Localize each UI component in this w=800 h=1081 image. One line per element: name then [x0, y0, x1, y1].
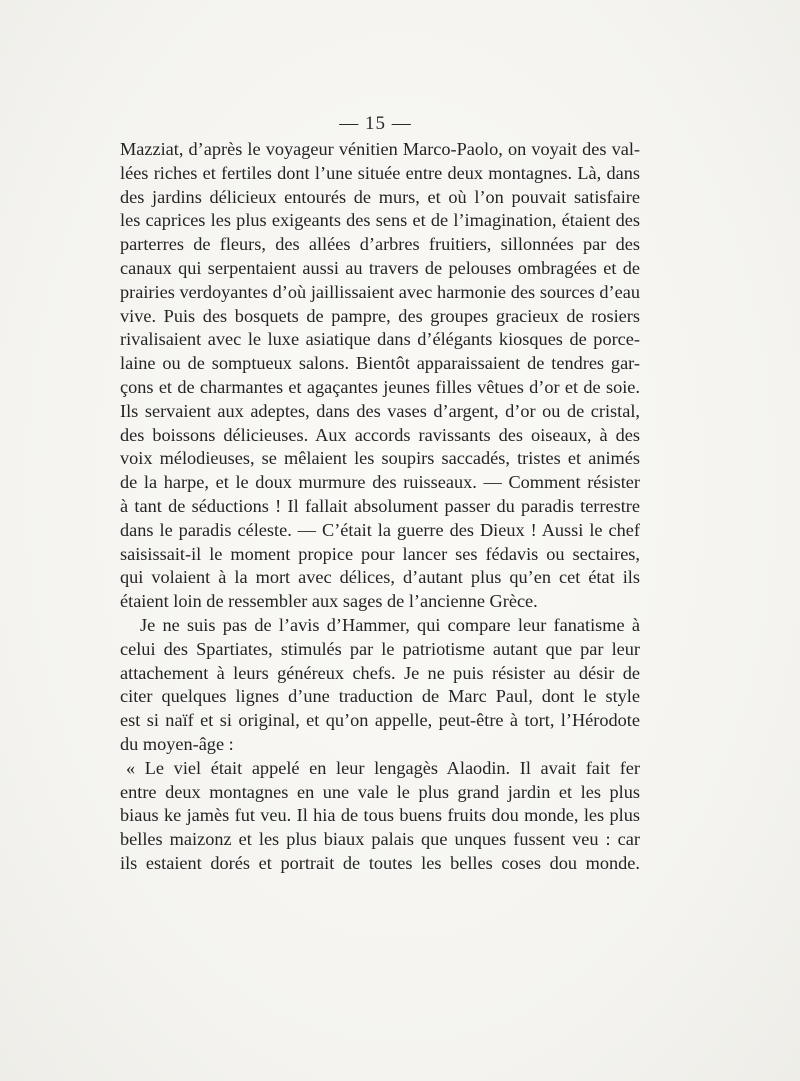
text-line: citer quelques lignes d’une traduction de Marc Paul, dont le style — [120, 686, 640, 707]
text-line: ils estaient dorés et portrait de toutes les belles coses dou monde. — [120, 852, 640, 873]
text-line: lées riches et fertiles dont l’une située entre deux montagnes. Là, dans — [120, 162, 640, 183]
text-line: çons et de charmantes et agaçantes jeunes filles vêtues d’or et de soie. — [120, 376, 640, 397]
text-line: qui volaient à la mort avec délices, d’autant plus qu’en cet état ils — [120, 567, 640, 588]
text-line: de la harpe, et le doux murmure des ruisseaux. — Comment résister — [120, 472, 640, 493]
text-line: Mazziat, d’après le voyageur vénitien Marco-Paolo, on voyait des val- — [120, 139, 640, 159]
text-line: Je ne suis pas de l’avis d’Hammer, qui compare leur fanatisme à — [140, 614, 640, 635]
text-line: voix mélodieuses, se mêlaient les soupirs saccadés, tristes et animés — [120, 448, 640, 469]
text-line: « Le viel était appelé en leur lengagès Alaodin. Il avait fait fer — [126, 757, 640, 778]
text-line: saisissait-il le moment propice pour lancer ses fédavis ou sectaires, — [120, 543, 640, 564]
text-line: canaux qui serpentaient aussi au travers de pelouses ombragées et de — [120, 257, 640, 278]
text-line: des boissons délicieuses. Aux accords ravissants des oiseaux, à des — [120, 424, 640, 445]
text-line: dans le paradis céleste. — C’était la guerre des Dieux ! Aussi le chef — [120, 519, 640, 540]
text-line: celui des Spartiates, stimulés par le patriotisme autant que par leur — [120, 638, 640, 659]
text-line: les caprices les plus exigeants des sens et de l’imagination, étaient des — [120, 210, 640, 231]
text-line: belles maizonz et les plus biaux palais que unques fussent veu : car — [120, 829, 640, 850]
text-line: prairies verdoyantes d’où jaillissaient avec harmonie des sources d’eau — [120, 281, 640, 302]
text-line: laine ou de somptueux salons. Bientôt apparaissaient de tendres gar- — [120, 353, 640, 374]
text-line: Ils servaient aux adeptes, dans des vases d’argent, d’or ou de cristal, — [120, 400, 640, 421]
text-line: du moyen-âge : — [120, 733, 234, 754]
text-line: vive. Puis des bosquets de pampre, des groupes gracieux de rosiers — [120, 305, 640, 326]
text-line: à tant de séductions ! Il fallait absolument passer du paradis terrestre — [120, 495, 640, 516]
page-number: — 15 — — [339, 113, 412, 134]
text-line: rivalisaient avec le luxe asiatique dans d’élégants kiosques de porce- — [120, 329, 640, 350]
body-text — [120, 138, 640, 876]
text-line: des jardins délicieux entourés de murs, et où l’on pouvait satisfaire — [120, 186, 640, 207]
text-line: étaient loin de ressembler aux sages de l’ancienne Grèce. — [120, 591, 538, 612]
text-line: est si naïf et si original, et qu’on appelle, peut-être à tort, l’Hérodote — [120, 710, 640, 731]
text-line: entre deux montagnes en une vale le plus grand jardin et les plus — [120, 781, 640, 802]
text-line: biaus ke jamès fut veu. Il hia de tous buens fruits dou monde, les plus — [120, 805, 640, 826]
text-line: attachement à leurs généreux chefs. Je ne puis résister au désir de — [120, 662, 640, 683]
text-line: parterres de fleurs, des allées d’arbres fruitiers, sillonnées par des — [120, 234, 640, 255]
